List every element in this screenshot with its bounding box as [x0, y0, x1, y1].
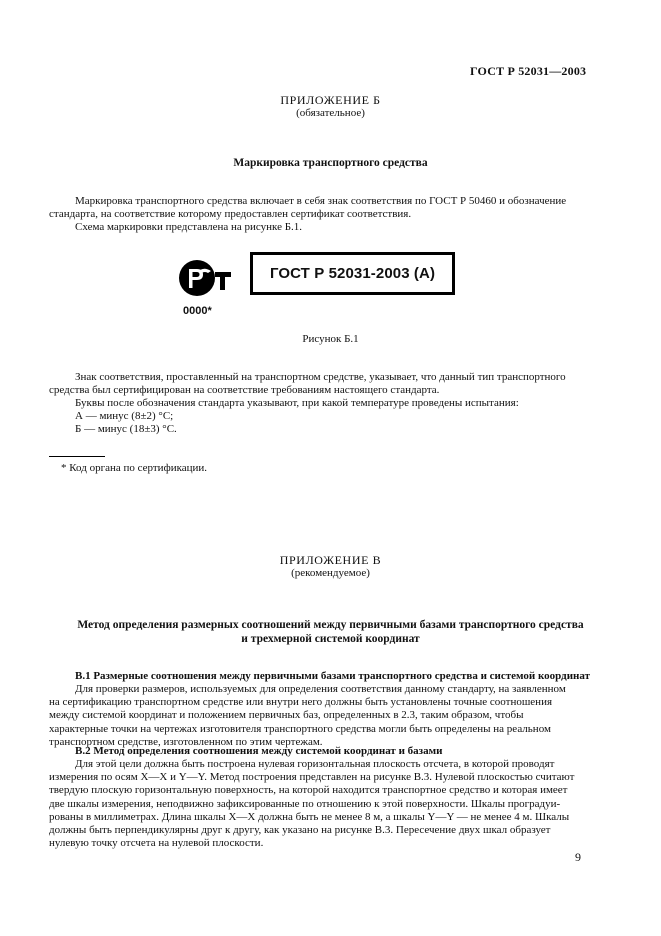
- item-b: Б — минус (18±3) °С.: [75, 423, 177, 435]
- para3-line1: Знак соответствия, проставленный на транспортном средстве, указывает, что данный тип транспортного: [75, 371, 566, 383]
- marking-text: ГОСТ Р 52031-2003 (А): [269, 265, 436, 282]
- appendix-v-title: ПРИЛОЖЕНИЕ В: [279, 553, 382, 567]
- appendix-b-heading: Маркировка транспортного средства: [233, 157, 428, 169]
- standard-designation: ГОСТ Р 52031—2003: [470, 64, 587, 78]
- b2-line: твердую плоскую горизонтальную поверхность, на которой находится транспортное средство и которая имеет: [49, 784, 568, 797]
- b1-line: характерные точки на чертежах изготовителя транспортного средства могли быть определены на реальном: [49, 722, 551, 735]
- footnote-divider: [49, 456, 105, 457]
- b2-line: Для этой цели должна быть построена нулевая горизонтальная плоскость отсчета, в которой проводят: [75, 758, 555, 770]
- b1-heading: В.1 Размерные соотношения между первичными базами транспортного средства и системой координат: [75, 670, 591, 682]
- b1-line: между системой координат и положением первичных баз, определенных в 2.3, таким образом, чтобы: [49, 709, 524, 722]
- b2-line: рованы в миллиметрах. Длина шкалы X—X должна быть не менее 8 м, а шкалы Y—Y — не менее 4 м. Шкалы: [49, 810, 570, 823]
- conformity-mark-icon: [177, 258, 233, 302]
- para1-line2: стандарта, на соответствие которому предоставлен сертификат соответствия.: [49, 208, 412, 220]
- b2-line: измерения по осям X—X и Y—Y. Метод построения представлен на рисунке В.3. Нулевой плоскостью считают: [49, 771, 575, 784]
- certification-body-code: 0000*: [183, 305, 212, 317]
- b1-line: Для проверки размеров, используемых для определения соответствия данному стандарту, на заявленном: [75, 683, 566, 695]
- appendix-v-status: (рекомендуемое): [291, 567, 370, 579]
- b1-line: на сертификацию транспортном средстве или внутри него должны быть установлены точные соотношения: [49, 696, 553, 709]
- b1-body: [49, 683, 583, 749]
- b2-line: нулевую точку отсчета на нулевой плоскости.: [49, 837, 264, 850]
- b2-line: две шкалы измерения, неподвижно зафиксированные по отношению к этой поверхности. Шкалы проградуи-: [49, 797, 561, 810]
- para4: Буквы после обозначения стандарта указывают, при какой температуре проведены испытания:: [75, 397, 519, 409]
- marking-frame: [250, 252, 455, 295]
- b2-heading: В.2 Метод определения соотношения между системой координат и базами: [75, 745, 443, 757]
- b2-line: должны быть перпендикулярны друг к другу, как указано на рисунке В.3. Пересечение двух шкал образует: [49, 824, 551, 837]
- footnote: * Код органа по сертификации.: [61, 462, 208, 474]
- para3-line2: средства был сертифицирован на соответствие требованиям настоящего стандарта.: [49, 384, 440, 396]
- para2: Схема маркировки представлена на рисунке Б.1.: [75, 221, 303, 233]
- b2-body: [49, 758, 583, 850]
- appendix-b-title: ПРИЛОЖЕНИЕ Б: [280, 93, 381, 107]
- appendix-b-status: (обязательное): [296, 107, 365, 119]
- appendix-v-heading-line2: и трехмерной системой координат: [241, 633, 420, 645]
- figure-caption: Рисунок Б.1: [302, 333, 359, 345]
- appendix-v-heading-line1: Метод определения размерных соотношений между первичными базами транспортного средства: [77, 619, 584, 631]
- item-a: А — минус (8±2) °С;: [75, 410, 174, 422]
- b1-line: транспортном средстве, изготовленном по этим чертежам.: [49, 735, 323, 748]
- para1-line1: Маркировка транспортного средства включает в себя знак соответствия по ГОСТ Р 50460 и обозначение: [75, 195, 567, 207]
- page-number: 9: [575, 850, 581, 864]
